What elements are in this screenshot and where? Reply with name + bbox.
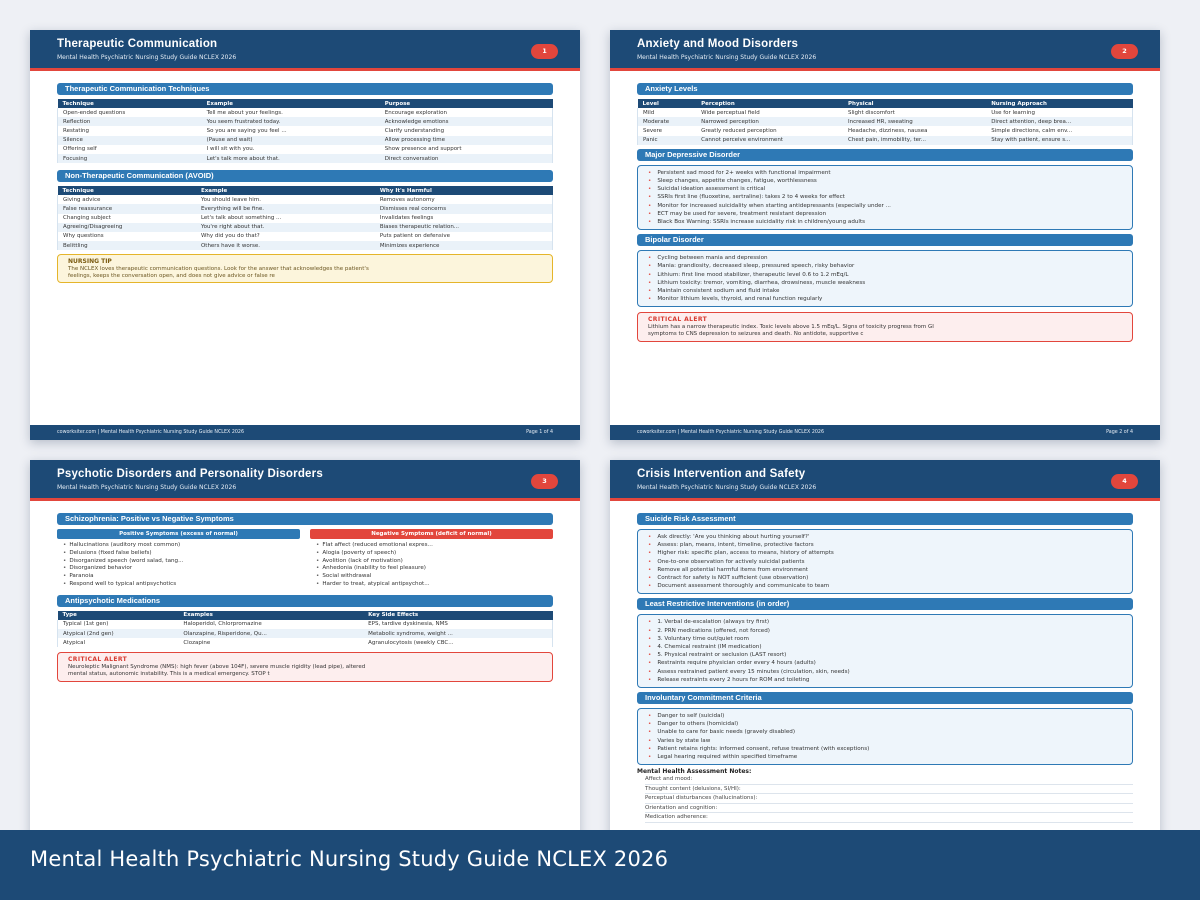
list-item: • Assess: plan, means, intent, timeline, protective factors [648,541,1126,549]
table-row [58,241,553,250]
table-cell: Mild [638,108,697,117]
table-row [58,145,553,154]
list-item: • 5. Physical restraint or seclusion (LAST resort) [648,651,1126,659]
table-cell: Direct attention, deep brea... [986,117,1132,126]
table-cell: Haloperidol, Chlorpromazine [183,621,262,628]
list-item: • 1. Verbal de-escalation (always try first) [648,618,1126,626]
table-cell: Cannot perceive environment [696,136,843,145]
table-row [58,204,553,213]
table-cell: Encourage exploration [380,108,553,117]
list-item: • 4. Chemical restraint (IM medication) [648,643,1126,651]
table-row [638,136,1133,145]
table-header-cell: Example [202,99,380,108]
table-header-cell: Level [638,99,697,108]
list-item: • Respond well to typical antipsychotics [57,581,300,589]
table-row [58,620,553,629]
list-item: • Flat affect (reduced emotional expres... [310,542,553,550]
list-item: • Ask directly: 'Are you thinking about hurting yourself?' [648,533,1126,541]
page-subtitle: Mental Health Psychiatric Nursing Study Guide NCLEX 2026 [637,54,817,61]
table-cell: Severe [638,126,697,135]
list-item: • 3. Voluntary time out/quiet room [648,635,1126,643]
antipsychotic-table [57,611,553,648]
symptoms-columns [57,529,553,589]
table-header-cell: Nursing Approach [986,99,1132,108]
list-item: • Danger to self (suicidal) [648,712,1126,720]
note-line: Orientation and cognition: [645,804,1133,814]
page-subtitle: Mental Health Psychiatric Nursing Study Guide NCLEX 2026 [637,484,817,491]
page-number-badge: 1 [531,44,558,59]
table-row [58,117,553,126]
techniques-table [57,99,553,163]
table-cell: Offering self [58,145,202,154]
page-header [30,460,580,501]
footer-source: coworksiter.com | Mental Health Psychiatric Nursing Study Guide NCLEX 2026 [637,430,825,435]
table-cell: You're right about that. [196,223,375,232]
list-item: • Hallucinations (auditory most common) [57,542,300,550]
table-cell: Others have it worse. [196,241,375,250]
table-cell: Narrowed perception [696,117,843,126]
note-line: Medication adherence: [645,813,1133,823]
list-item: • Patient retains rights: informed consent, refuse treatment (with exceptions) [648,745,1126,753]
list-item: • Unable to care for basic needs (gravely disabled) [648,728,1126,736]
table-cell: Metabolic syndrome, weight ... [363,629,552,638]
table-header-cell: Type [58,611,179,620]
positive-symptoms-column [57,529,300,589]
section-header: Major Depressive Disorder [637,149,1133,161]
bipolar-box [637,250,1133,307]
table-row [58,638,553,647]
table-cell: Stay with patient, ensure s... [986,136,1132,145]
list-item: • Release restraints every 2 hours for ROM and toileting [648,676,1126,684]
table-cell: Let's talk more about that. [202,154,380,163]
table-cell: EPS, tardive dyskinesia, NMS [363,620,552,629]
footer-page: Page 1 of 4 [526,430,553,435]
page-header [610,30,1160,71]
table-cell: Changing subject [58,214,196,223]
table-cell: Puts patient on defensive [375,232,553,241]
section-header: Non-Therapeutic Communication (AVOID) [57,170,553,182]
table-cell: Chest pain, immobility, ter... [843,136,986,145]
notes-title: Mental Health Assessment Notes: [637,768,752,776]
table-header-cell: Examples [178,611,363,620]
table-header-cell: Example [196,186,375,195]
page-subtitle: Mental Health Psychiatric Nursing Study Guide NCLEX 2026 [57,484,237,491]
tip-title: NURSING TIP [68,258,112,266]
section-header: Schizophrenia: Positive vs Negative Symptoms [57,513,553,525]
table-cell: (Pause and wait) [202,136,380,145]
table-cell: Biases therapeutic relation... [375,223,553,232]
table-cell: Acknowledge emotions [380,117,553,126]
list-item: • Assess restrained patient every 15 minutes (circulation, skin, needs) [648,668,1126,676]
list-item: • Higher risk: specific plan, access to means, history of attempts [648,549,1126,557]
table-cell: Silence [58,136,202,145]
table-cell: Clarify understanding [380,126,553,135]
page-title: Psychotic Disorders and Personality Disorders [57,468,323,480]
footer-source: coworksiter.com | Mental Health Psychiatric Nursing Study Guide NCLEX 2026 [57,430,245,435]
list-item: • One-to-one observation for actively suicidal patients [648,558,1126,566]
table-cell: Greatly reduced perception [701,127,777,134]
list-item: • Black Box Warning: SSRIs increase suicidality risk in children/young adults [648,218,1126,226]
table-cell: Agranulocytosis (weekly CBC... [363,638,552,647]
section-header: Involuntary Commitment Criteria [637,692,1133,704]
table-cell: Headache, dizziness, nausea [848,127,928,134]
list-item: • Contract for safety is NOT sufficient (use observation) [648,574,1126,582]
table-row [58,195,553,204]
list-item: • Anhedonia (inability to feel pleasure) [310,565,553,573]
anxiety-levels-table [637,99,1133,145]
notes-lines [637,775,1133,823]
table-row [58,126,553,135]
table-cell: Increased HR, sweating [843,117,986,126]
table-cell: Atypical [58,638,179,647]
banner-title: Mental Health Psychiatric Nursing Study Guide NCLEX 2026 [30,847,669,871]
table-row [638,117,1133,126]
page-title: Crisis Intervention and Safety [637,468,806,480]
page-2 [610,30,1160,440]
page-header [610,460,1160,501]
list-item: • 2. PRN medications (offered, not forced) [648,627,1126,635]
list-item: • Maintain consistent sodium and fluid intake [648,287,1126,295]
list-item: • Remove all potential harmful items from environment [648,566,1126,574]
note-line: Thought content (delusions, SI/HI): [645,785,1133,795]
table-cell: Slight discomfort [848,109,895,116]
list-item: • Suicidal ideation assessment is critical [648,185,1126,193]
page-number-badge: 2 [1111,44,1138,59]
table-cell: Agreeing/Disagreeing [58,223,196,232]
table-cell: Moderate [638,117,697,126]
list-item: • Alogia (poverty of speech) [310,550,553,558]
table-cell: You should leave him. [200,196,261,203]
table-row [58,629,553,638]
table-cell: You seem frustrated today. [202,117,380,126]
tip-text: The NCLEX loves therapeutic communication questions. Look for the answer that acknowledges the patient's feelings, keeps the conversation open, and does not give advice or false re [68,266,369,279]
critical-alert-box [57,652,553,681]
table-header-cell: Technique [58,99,202,108]
list-item: • Mania: grandiosity, decreased sleep, pressured speech, risky behavior [648,262,1126,270]
table-row [58,108,553,117]
list-item: • Avolition (lack of motivation) [310,558,553,566]
table-cell: Panic [638,136,697,145]
involuntary-commitment-box [637,708,1133,765]
table-cell: Tell me about your feelings. [206,109,283,116]
table-cell: Why questions [58,232,196,241]
list-item: • SSRIs first line (fluoxetine, sertraline): takes 2 to 4 weeks for effect [648,193,1126,201]
table-cell: Dismisses real concerns [375,204,553,213]
table-cell: Clozapine [183,639,211,646]
list-item: • ECT may be used for severe, treatment resistant depression [648,210,1126,218]
bottom-banner [0,830,1200,900]
table-cell: I will sit with you. [206,146,255,153]
table-cell: Minimizes experience [375,241,553,250]
table-cell: Use for learning [986,108,1132,117]
list-item: • Legal hearing required within specified timeframe [648,753,1126,761]
page-title: Anxiety and Mood Disorders [637,38,799,50]
list-item: • Monitor for increased suicidality when starting antidepressants (especially under ... [648,202,1126,210]
table-cell: Typical (1st gen) [58,620,179,629]
list-item: • Varies by state law [648,737,1126,745]
list-item: • Paranoia [57,573,300,581]
list-item: • Lithium: first line mood stabilizer, therapeutic level 0.6 to 1.2 mEq/L [648,271,1126,279]
table-cell: Atypical (2nd gen) [58,629,179,638]
page-number-badge: 3 [531,474,558,489]
list-item: • Disorganized behavior [57,565,300,573]
section-header: Antipsychotic Medications [57,595,553,607]
page-header [30,30,580,71]
alert-title: CRITICAL ALERT [68,656,128,664]
depression-box [637,165,1133,230]
non-therapeutic-table [57,186,553,250]
section-header: Suicide Risk Assessment [637,513,1133,525]
note-line: Perceptual disturbances (hallucinations): [645,794,1133,804]
page-footer [610,425,1160,440]
table-row [58,214,553,223]
table-header-cell: Purpose [380,99,553,108]
section-header: Least Restrictive Interventions (in order) [637,598,1133,610]
page-1 [30,30,580,440]
table-cell: Everything will be fine. [196,204,375,213]
table-cell: Let's talk about something ... [200,215,282,222]
list-item: • Disorganized speech (word salad, tang... [57,558,300,566]
table-cell: Why did you do that? [200,233,260,240]
table-cell: Reflection [58,117,202,126]
table-cell: Giving advice [58,195,196,204]
alert-title: CRITICAL ALERT [648,316,708,324]
note-line: Affect and mood: [645,775,1133,785]
list-item: • Document assessment thoroughly and communicate to team [648,582,1126,590]
table-cell: So you are saying you feel ... [206,127,287,134]
table-header-cell: Physical [843,99,986,108]
list-item: • Monitor lithium levels, thyroid, and renal function regularly [648,295,1126,303]
table-cell: Allow processing time [380,136,553,145]
table-cell: Wide perceptual field [701,109,760,116]
table-header-cell: Key Side Effects [363,611,552,620]
table-row [58,136,553,145]
table-cell: Show presence and support [380,145,553,154]
table-row [58,232,553,241]
table-cell: Restating [58,126,202,135]
list-item: • Social withdrawal [310,573,553,581]
alert-text: Neuroleptic Malignant Syndrome (NMS): high fever (above 104F), severe muscle rigidity (lead pipe), altered mental status, autonomic instability. This is a medical emergency. STOP t [68,664,366,677]
list-item: • Lithium toxicity: tremor, vomiting, diarrhea, drowsiness, muscle weakness [648,279,1126,287]
suicide-risk-box [637,529,1133,594]
page-title: Therapeutic Communication [57,38,218,50]
footer-page: Page 2 of 4 [1106,430,1133,435]
table-header-cell: Perception [696,99,843,108]
page-footer [30,425,580,440]
table-header-cell: Why It's Harmful [375,186,553,195]
least-restrictive-box [637,614,1133,688]
table-cell: Direct conversation [380,154,553,163]
nursing-tip-box [57,254,553,283]
page-number-badge: 4 [1111,474,1138,489]
alert-text: Lithium has a narrow therapeutic index. Toxic levels above 1.5 mEq/L. Signs of toxicity progress from GI symptoms to CNS depression to seizures and death. No antidote, supportive c [648,324,934,337]
table-cell: Olanzapine, Risperidone, Qu... [178,629,363,638]
table-row [638,126,1133,135]
table-cell: Open-ended questions [58,108,202,117]
list-item: • Cycling between mania and depression [648,254,1126,262]
negative-symptoms-header: Negative Symptoms (deficit of normal) [310,529,553,539]
list-item: • Delusions (fixed false beliefs) [57,550,300,558]
list-item: • Restraints require physician order every 4 hours (adults) [648,659,1126,667]
page-subtitle: Mental Health Psychiatric Nursing Study Guide NCLEX 2026 [57,54,237,61]
section-header: Therapeutic Communication Techniques [57,83,553,95]
list-item: • Harder to treat, atypical antipsychot... [310,581,553,589]
table-cell: False reassurance [58,204,196,213]
list-item: • Danger to others (homicidal) [648,720,1126,728]
critical-alert-box [637,312,1133,341]
table-header-cell: Technique [58,186,196,195]
table-row [638,108,1133,117]
table-cell: Simple directions, calm env... [986,126,1132,135]
list-item: • Sleep changes, appetite changes, fatigue, worthlessness [648,177,1126,185]
positive-symptoms-header: Positive Symptoms (excess of normal) [57,529,300,539]
table-cell: Focusing [58,154,202,163]
table-row [58,223,553,232]
table-cell: Removes autonomy [375,195,553,204]
section-header: Bipolar Disorder [637,234,1133,246]
table-cell: Belittling [58,241,196,250]
section-header: Anxiety Levels [637,83,1133,95]
table-row [58,154,553,163]
list-item: • Persistent sad mood for 2+ weeks with functional impairment [648,169,1126,177]
table-cell: Invalidates feelings [375,214,553,223]
negative-symptoms-column [310,529,553,589]
